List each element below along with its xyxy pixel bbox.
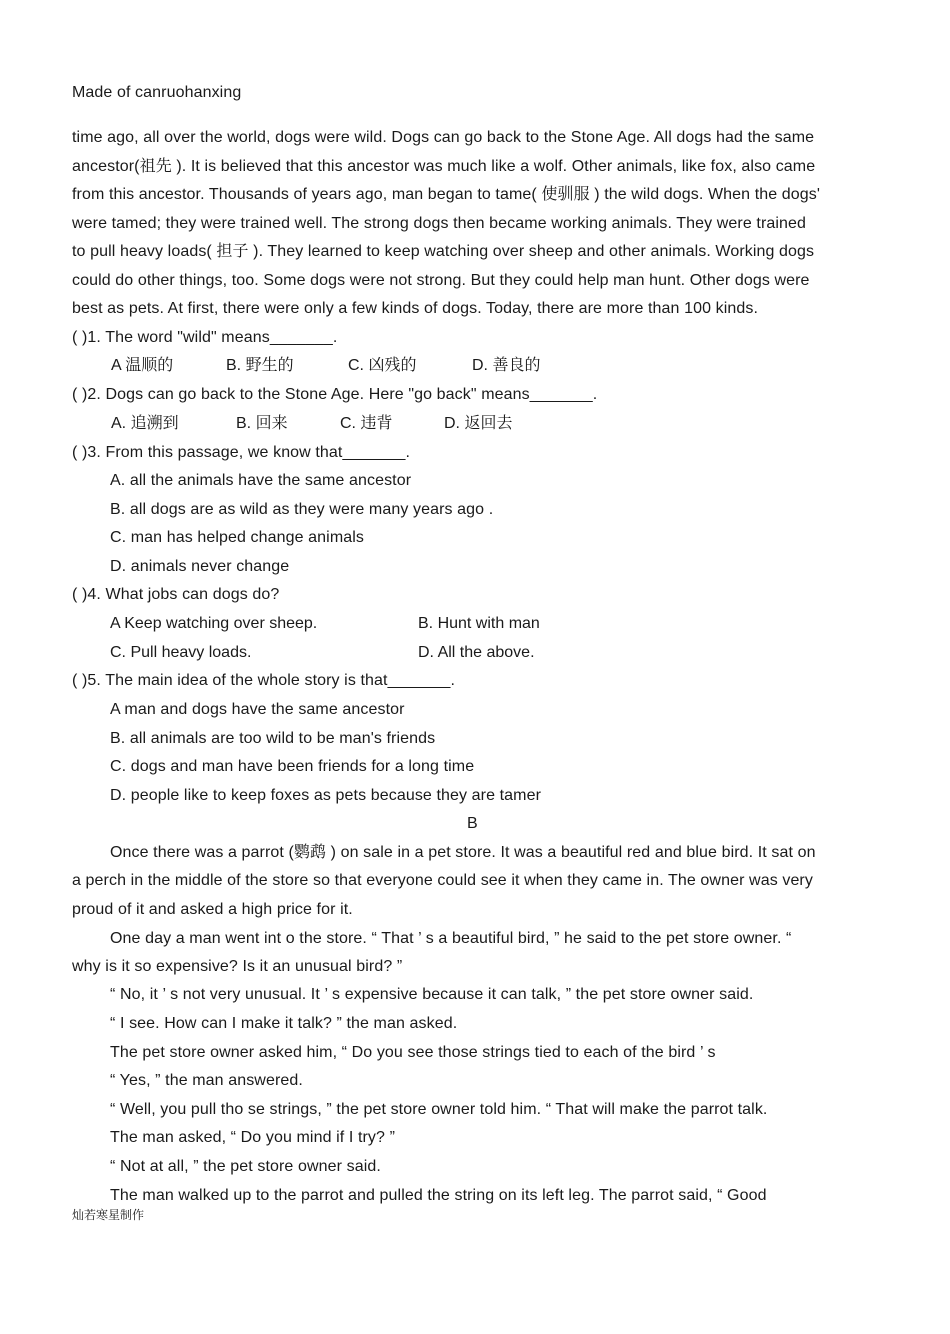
q3-option-b: B. all dogs are as wild as they were many years ago . [110, 501, 494, 518]
section-b-heading: B [467, 815, 478, 832]
question-3: ( )3. From this passage, we know that_______. [72, 444, 411, 461]
q4-option-a: A Keep watching over sheep. [110, 615, 318, 632]
passage-b-line: “ Not at all, ” the pet store owner said. [110, 1158, 381, 1175]
page-footer: 灿若寒星制作 [72, 1208, 145, 1222]
passage-a-line: ancestor(祖先 ). It is believed that this ancestor was much like a wolf. Other animals, like fox, also came [72, 158, 816, 175]
q5-option-a: A man and dogs have the same ancestor [110, 701, 405, 718]
passage-a-line: were tamed; they were trained well. The strong dogs then became working animals. They were trained [72, 215, 807, 232]
q2-option-d: D. 返回去 [444, 415, 513, 432]
q4-option-b: B. Hunt with man [418, 615, 540, 632]
passage-a-line: time ago, all over the world, dogs were wild. Dogs can go back to the Stone Age. All dogs had the same [72, 129, 815, 146]
question-5: ( )5. The main idea of the whole story is that_______. [72, 672, 456, 689]
page-header: Made of canruohanxing [72, 84, 242, 101]
passage-b-line: “ I see. How can I make it talk? ” the man asked. [110, 1015, 458, 1032]
passage-b-line: why is it so expensive? Is it an unusual bird? ” [72, 958, 403, 975]
question-4: ( )4. What jobs can dogs do? [72, 586, 280, 603]
q1-option-b: B. 野生的 [226, 357, 294, 374]
q1-option-c: C. 凶残的 [348, 357, 417, 374]
passage-b-line: “ Well, you pull tho se strings, ” the pet store owner told him. “ That will make the parrot talk. [110, 1101, 768, 1118]
q2-option-b: B. 回来 [236, 415, 288, 432]
q5-option-c: C. dogs and man have been friends for a long time [110, 758, 475, 775]
question-2: ( )2. Dogs can go back to the Stone Age. Here "go back" means_______. [72, 386, 598, 403]
q4-option-d: D. All the above. [418, 644, 535, 661]
q1-option-a: A 温顺的 [111, 357, 174, 374]
passage-b-line: The pet store owner asked him, “ Do you see those strings tied to each of the bird ’ s [110, 1044, 716, 1061]
q5-option-b: B. all animals are too wild to be man's friends [110, 730, 436, 747]
q3-option-a: A. all the animals have the same ancestor [110, 472, 412, 489]
passage-b-line: Once there was a parrot (鹦鹉 ) on sale in a pet store. It was a beautiful red and blue bird. It sat on [110, 844, 816, 861]
passage-b-line: The man asked, “ Do you mind if I try? ” [110, 1129, 395, 1146]
question-1: ( )1. The word "wild" means_______. [72, 329, 338, 346]
passage-b-line: The man walked up to the parrot and pulled the string on its left leg. The parrot said, “ Good [110, 1187, 767, 1204]
q2-option-a: A. 追溯到 [111, 415, 179, 432]
passage-a-line: to pull heavy loads( 担子 ). They learned to keep watching over sheep and other animals. Working dogs [72, 243, 815, 260]
passage-b-line: “ No, it ’ s not very unusual. It ’ s expensive because it can talk, ” the pet store owner said. [110, 986, 754, 1003]
passage-a-line: could do other things, too. Some dogs were not strong. But they could help man hunt. Other dogs were [72, 272, 810, 289]
passage-b-line: proud of it and asked a high price for it. [72, 901, 353, 918]
passage-b-line: One day a man went int o the store. “ That ’ s a beautiful bird, ” he said to the pet store owner. “ [110, 930, 792, 947]
q2-option-c: C. 违背 [340, 415, 393, 432]
q4-option-c: C. Pull heavy loads. [110, 644, 252, 661]
passage-b-line: “ Yes, ” the man answered. [110, 1072, 303, 1089]
passage-a-line: best as pets. At first, there were only a few kinds of dogs. Today, there are more than 100 kinds. [72, 300, 759, 317]
passage-a-line: from this ancestor. Thousands of years ago, man began to tame( 使驯服 ) the wild dogs. When the dogs' [72, 186, 821, 203]
q1-option-d: D. 善良的 [472, 357, 541, 374]
q5-option-d: D. people like to keep foxes as pets because they are tamer [110, 787, 542, 804]
passage-b-line: a perch in the middle of the store so that everyone could see it when they came in. The owner was very [72, 872, 813, 889]
q3-option-c: C. man has helped change animals [110, 529, 365, 546]
q3-option-d: D. animals never change [110, 558, 290, 575]
